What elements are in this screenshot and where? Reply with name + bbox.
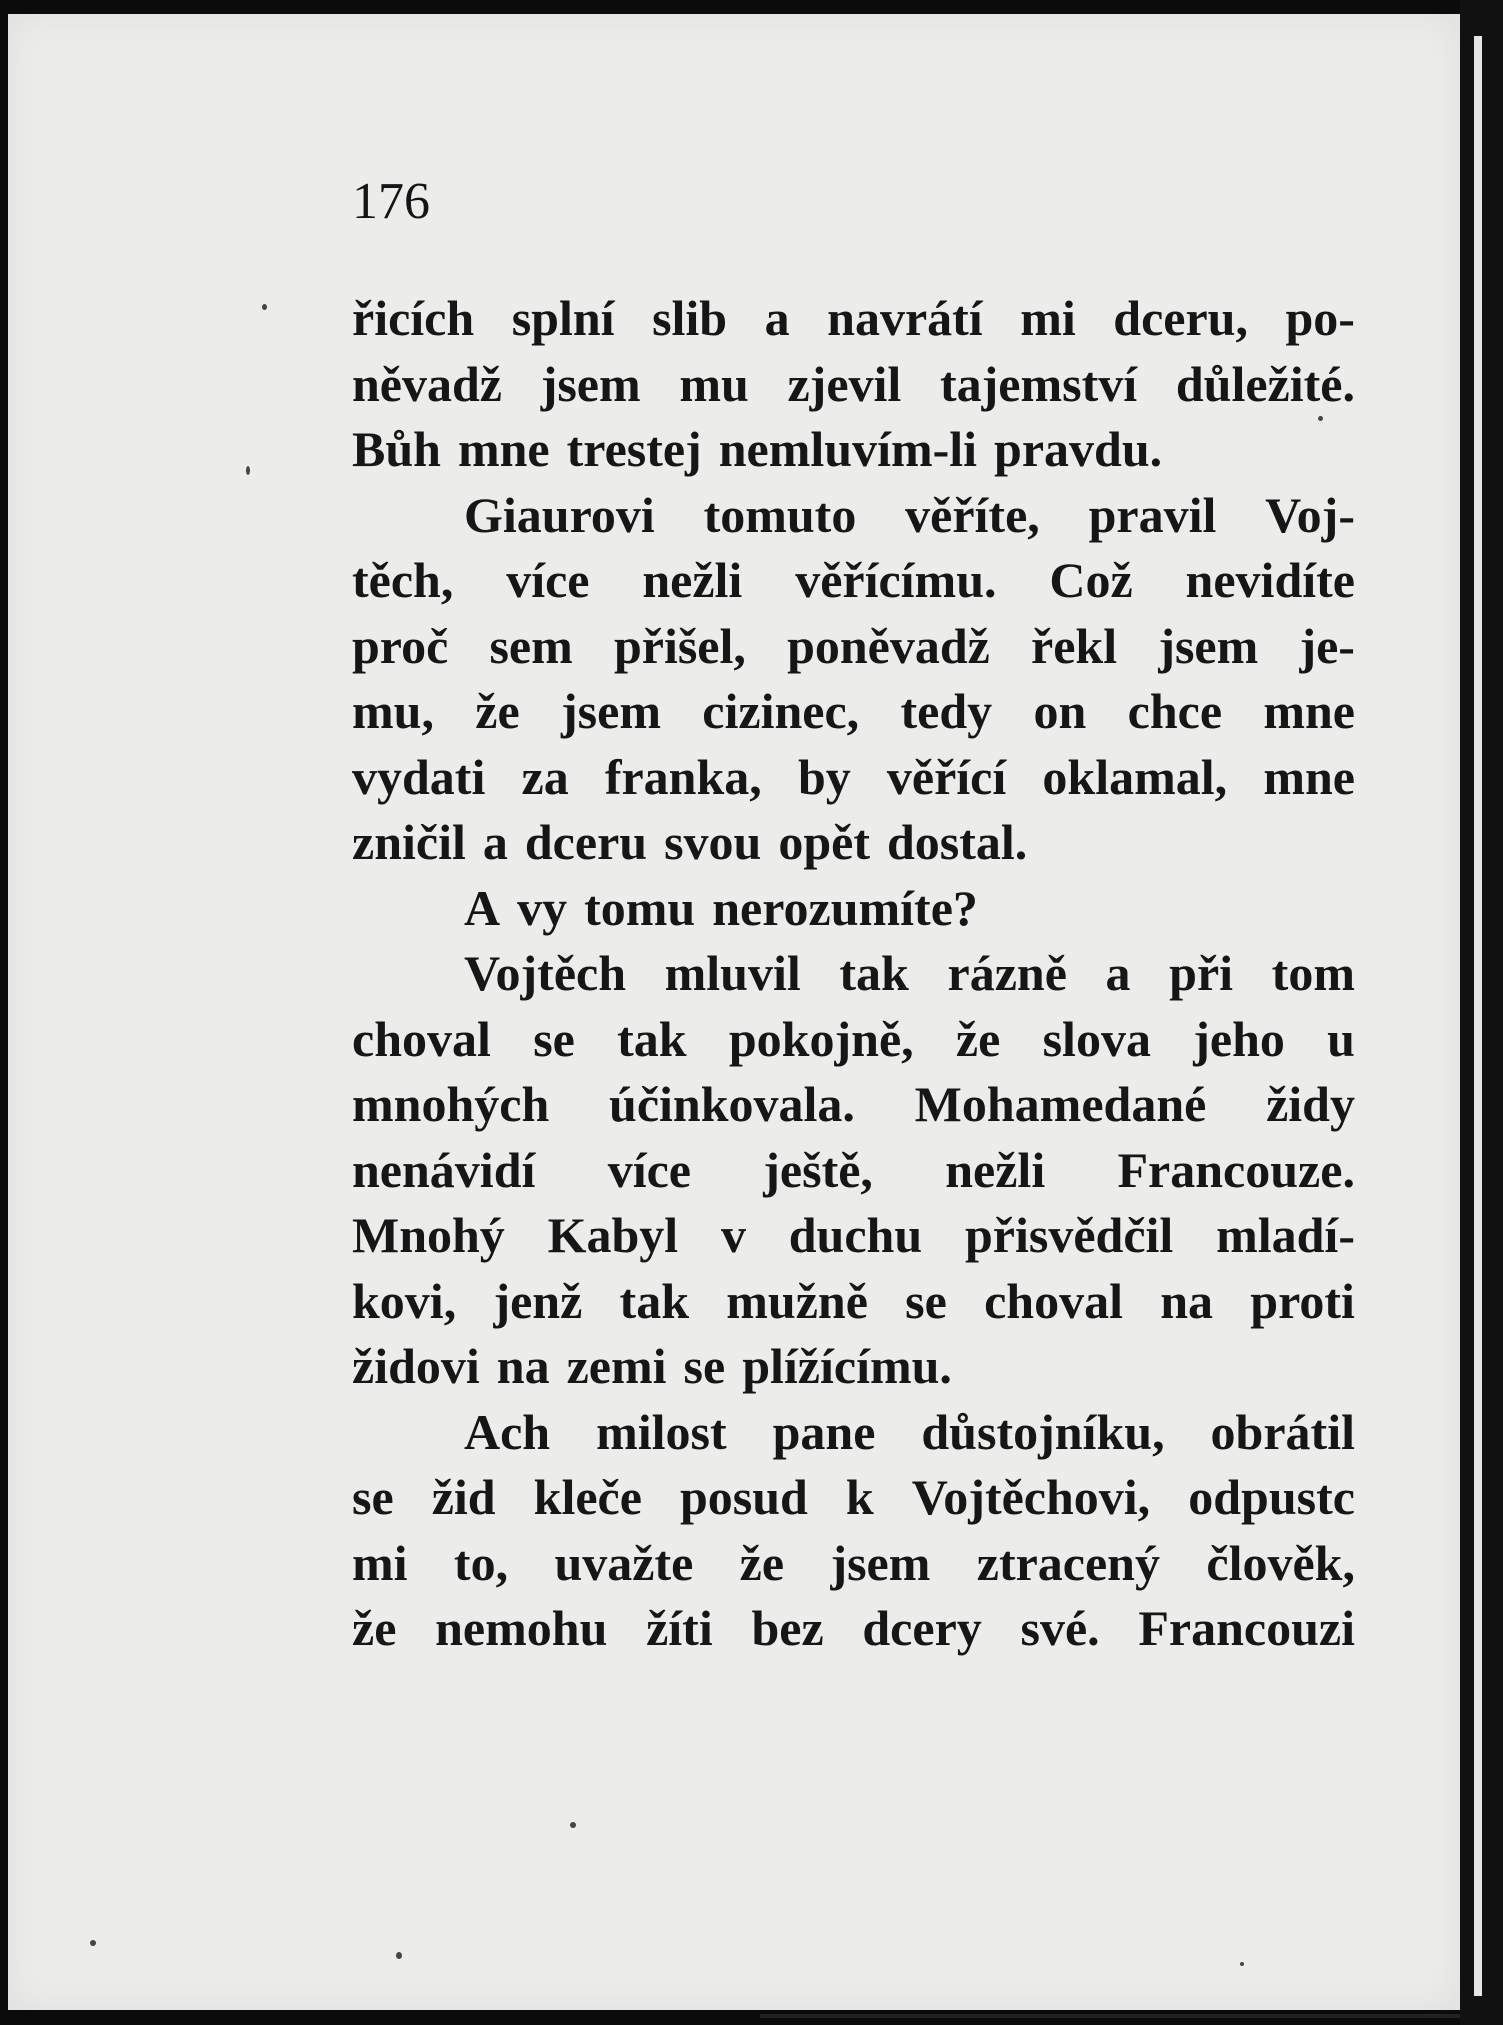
word: že [352,1600,397,1656]
word: mu, [352,683,434,739]
text-line [352,1072,1355,1138]
text-line [352,810,1355,876]
word: něvadž [352,355,502,412]
word: vydati [352,748,486,805]
word: mne [1263,748,1355,805]
word: Francouzi [1138,1600,1355,1656]
word: tom [1271,945,1355,1001]
word: to, [453,1534,509,1591]
word: pravdu. [994,421,1163,477]
word: franka, [604,748,762,805]
word: navrátí [827,290,983,346]
word: opět [778,814,870,870]
word: nemluvím-li [718,421,978,477]
word: jsem [540,355,641,412]
word: pane [772,1403,876,1460]
word: pokojně, [728,1010,914,1067]
page-body-text [352,286,1355,1662]
scan-edge-paper [1474,36,1482,1996]
word: jeho [1193,1010,1285,1067]
word: a [1105,945,1131,1001]
word: splní [511,290,615,346]
word: své. [1020,1600,1100,1656]
word: žíti [646,1600,713,1656]
word: a [764,290,790,346]
word: A [464,879,501,936]
word: nevidíte [1185,552,1355,608]
word: dceru [524,814,648,870]
word: jenž [493,1272,583,1329]
word: nemohu [435,1600,608,1656]
word: kleče [533,1469,642,1525]
word: zemi [566,1338,667,1394]
word: bez [751,1600,824,1656]
word: duchu [788,1207,923,1263]
word: věřícímu. [795,552,997,608]
word: zjevil [787,355,902,412]
text-line [352,876,1355,942]
word: na [496,1338,550,1394]
word: mu [679,355,749,412]
word: se [905,1272,947,1329]
word: důležité. [1175,355,1355,412]
word: věřící [886,748,1007,805]
word: mi [1020,290,1076,346]
word: Bůh [352,421,441,477]
word: se [533,1010,575,1067]
text-line [352,679,1355,745]
word: mnohých [352,1076,550,1132]
word: jsem [830,1534,931,1591]
word: svou [664,814,762,870]
word: k [845,1469,874,1525]
word: dcery [862,1600,982,1656]
word: se [352,1469,394,1525]
word: uvažte [554,1534,694,1591]
word: přisvědčil [964,1207,1174,1263]
word: že [955,1010,1001,1067]
word: pravil [1088,486,1217,543]
word: Voj- [1265,486,1355,543]
word: nežli [945,1141,1046,1198]
word: Což [1049,552,1133,608]
word: je- [1299,617,1355,674]
text-line [352,417,1355,483]
text-line [352,1203,1355,1269]
word: vy [517,879,568,936]
word: on [1033,683,1087,739]
word: Vojtěchovi, [911,1469,1151,1525]
word: mne [457,421,550,477]
word: nenávidí [352,1141,536,1198]
word: nežli [642,552,743,608]
scan-speck [570,1822,576,1828]
word: slova [1042,1010,1151,1067]
scan-speck [1240,1962,1244,1966]
word: proti [1250,1272,1355,1329]
word: řekl [1031,617,1118,674]
word: věříte, [905,486,1040,543]
scan-speck [246,466,250,475]
word: že [475,683,520,739]
text-line [352,1531,1355,1597]
word: více [506,552,590,608]
text-line [352,1400,1355,1466]
word: řicích [352,290,475,346]
word: choval [984,1272,1123,1329]
word: více [607,1141,691,1198]
word: důstojníku, [921,1403,1165,1460]
text-line [352,286,1355,352]
word: dostal. [887,814,1028,870]
word: rázně [947,945,1067,1001]
word: sem [489,617,573,674]
word: Mnohý [352,1207,505,1263]
scan-speck [262,304,267,310]
word: Mohamedané [914,1076,1207,1132]
scan-speck [396,1952,402,1959]
word: Ach [464,1403,551,1460]
word: odpustc [1188,1469,1355,1525]
word: proč [352,617,449,674]
word: na [1160,1272,1214,1329]
word: tomuto [703,486,857,543]
word: Vojtěch [464,945,627,1001]
text-line [352,548,1355,614]
word: po- [1285,290,1355,346]
word: účinkovala. [609,1076,855,1132]
word: při [1169,945,1234,1001]
text-line [352,352,1355,418]
word: tajemství [940,355,1138,412]
word: tak [839,945,909,1001]
word: trestej [566,421,702,477]
word: Kabyl [547,1207,679,1263]
word: mi [352,1534,408,1591]
word: obrátil [1210,1403,1355,1460]
word: by [797,748,851,805]
word: tak [619,1272,690,1329]
scan-speck [90,1940,96,1946]
word: žid [431,1469,496,1525]
word: jsem [561,683,661,739]
text-line [352,1138,1355,1204]
word: cizinec, [702,683,860,739]
word: tedy [900,683,993,739]
word: u [1327,1010,1355,1067]
word: dceru, [1113,290,1248,346]
word: nerozumíte? [712,879,978,936]
word: tak [617,1010,687,1067]
word: přišel, [613,617,746,674]
word: ztracený [976,1534,1160,1591]
word: zničil [352,814,466,870]
word: jsem [1158,617,1259,674]
word: choval [352,1010,491,1067]
word: mladí- [1216,1207,1355,1263]
word: a [482,814,508,870]
word: že [739,1534,785,1591]
word: slib [652,290,728,346]
scan-bottom-edge [760,2014,1460,2018]
word: mne [1263,683,1355,739]
word: chce [1127,683,1223,739]
word: plížícímu. [742,1338,952,1394]
page-number: 176 [352,173,430,230]
text-line [352,614,1355,680]
word: mluvil [664,945,801,1001]
word: těch, [352,552,454,608]
word: Giaurovi [464,486,655,543]
text-line [352,1334,1355,1400]
word: oklamal, [1042,748,1228,805]
text-line [352,1596,1355,1662]
word: v [720,1207,746,1263]
text-line [352,941,1355,1007]
text-line [352,1007,1355,1073]
word: tomu [584,879,696,936]
word: ještě, [763,1141,873,1198]
scan-speck [1318,416,1323,421]
word: židovi [352,1338,480,1394]
text-line [352,1465,1355,1531]
word: za [521,748,569,805]
word: kovi, [352,1272,457,1329]
word: mužně [726,1272,868,1329]
word: milost [596,1403,727,1460]
word: posud [679,1469,808,1525]
text-line [352,1269,1355,1335]
word: poněvadž [787,617,990,674]
word: se [683,1338,726,1394]
text-line [352,483,1355,549]
text-line [352,745,1355,811]
word: Francouze. [1117,1141,1355,1198]
word: židy [1266,1076,1355,1132]
word: člověk, [1206,1534,1355,1591]
